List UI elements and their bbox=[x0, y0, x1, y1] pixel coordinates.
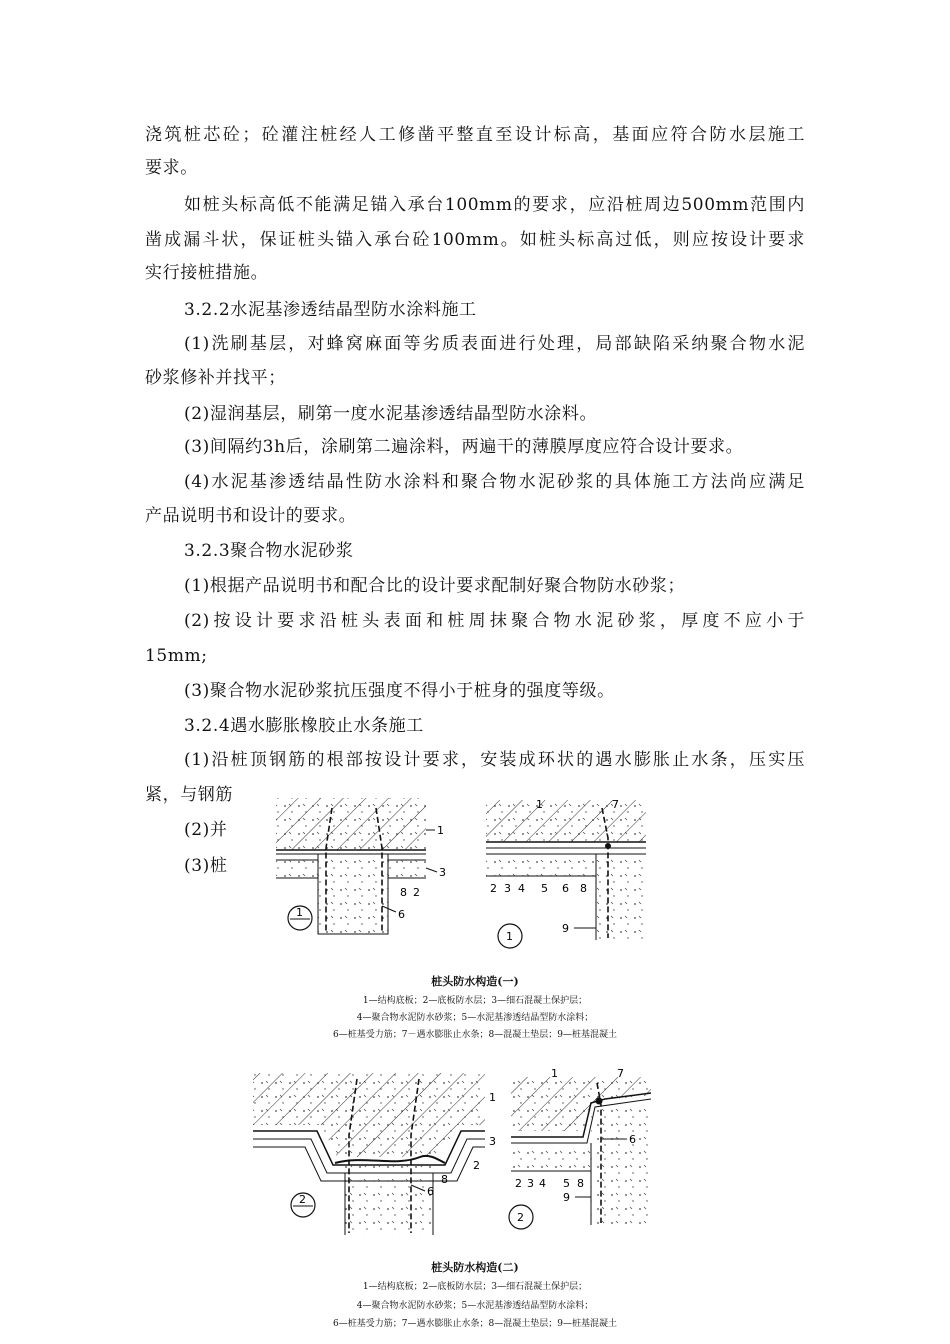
section-heading: 3.2.2水泥基渗透结晶型防水涂料施工 bbox=[184, 300, 477, 320]
callout-label: 1 bbox=[489, 1091, 496, 1104]
callout-label: 1 bbox=[551, 1067, 558, 1080]
callout-label: 3 bbox=[504, 882, 511, 895]
callout-label: 3 bbox=[489, 1135, 496, 1148]
paragraph-line: 实行接桩措施。 bbox=[145, 263, 269, 283]
callout-label: 2 bbox=[473, 1159, 480, 1172]
callout-label: 9 bbox=[563, 1191, 570, 1204]
figure-2-drawing bbox=[245, 1065, 665, 1245]
callout-label: 1 bbox=[437, 824, 444, 837]
paragraph-line: 产品说明书和设计的要求。 bbox=[145, 506, 357, 526]
callout-label: 2 bbox=[515, 1177, 522, 1190]
paragraph-line: 紧，与钢筋 bbox=[145, 785, 233, 805]
paragraph-line: (3)聚合物水泥砂浆抗压强度不得小于桩身的强度等级。 bbox=[184, 681, 615, 701]
callout-label: 4 bbox=[539, 1177, 546, 1190]
callout-label: 1 bbox=[296, 906, 303, 919]
figure-1-drawing bbox=[240, 788, 660, 958]
callout-label: 8 bbox=[580, 882, 587, 895]
callout-label: 2 bbox=[299, 1193, 306, 1206]
callout-label: 6 bbox=[629, 1133, 636, 1146]
figure-1-legend-line: 1—结构底板；2—底板防水层；3—细石混凝土保护层； bbox=[362, 996, 588, 1006]
paragraph-line: (1)根据产品说明书和配合比的设计要求配制好聚合物防水砂浆； bbox=[184, 576, 686, 596]
callout-label: 6 bbox=[562, 882, 569, 895]
paragraph-line: (3)桩 bbox=[184, 856, 228, 876]
figure-1-legend-line: 4—聚合物水泥防水砂浆；5—水泥基渗透结晶型防水涂料； bbox=[356, 1013, 594, 1023]
paragraph-line: 15mm; bbox=[145, 646, 208, 666]
paragraph-line: (1)洗刷基层，对蜂窝麻面等劣质表面进行处理，局部缺陷采纳聚合物水泥 bbox=[184, 334, 805, 354]
callout-label: 2 bbox=[413, 886, 420, 899]
callout-label: 7 bbox=[617, 1067, 624, 1080]
callout-label: 4 bbox=[518, 882, 525, 895]
paragraph-line: (2)湿润基层，刷第一度水泥基渗透结晶型防水涂料。 bbox=[184, 404, 598, 424]
figure-1-legend-line: 6—桩基受力筋；7－遇水膨胀止水条；8—混凝土垫层；9—桩基混凝土 bbox=[333, 1030, 617, 1040]
paragraph-line: 要求。 bbox=[145, 158, 198, 178]
callout-label: 8 bbox=[441, 1173, 448, 1186]
callout-label: 3 bbox=[527, 1177, 534, 1190]
paragraph-line: 如桩头标高低不能满足锚入承台100mm的要求，应沿桩周边500mm范围内 bbox=[184, 195, 805, 215]
figure-1-title: 桩头防水构造(一) bbox=[431, 975, 519, 988]
callout-label: 2 bbox=[490, 882, 497, 895]
callout-label: 9 bbox=[562, 922, 569, 935]
callout-label: 5 bbox=[541, 882, 548, 895]
callout-label: 8 bbox=[400, 886, 407, 899]
callout-label: 2 bbox=[517, 1211, 524, 1224]
callout-label: 6 bbox=[427, 1185, 434, 1198]
section-heading: 3.2.4遇水膨胀橡胶止水条施工 bbox=[184, 716, 424, 736]
paragraph-line: (2)按设计要求沿桩头表面和桩周抹聚合物水泥砂浆，厚度不应小于 bbox=[184, 611, 805, 631]
callout-label: 1 bbox=[506, 930, 513, 943]
paragraph-line: (1)沿桩顶钢筋的根部按设计要求，安装成环状的遇水膨胀止水条，压实压 bbox=[184, 750, 805, 770]
callout-label: 6 bbox=[398, 908, 405, 921]
figure-2-legend-line: 6—桩基受力筋；7—遇水膨胀止水条；8—混凝土垫层；9—桩基混凝土 bbox=[333, 1319, 617, 1329]
section-heading: 3.2.3聚合物水泥砂浆 bbox=[184, 541, 354, 561]
paragraph-line: 砂浆修补并找平； bbox=[145, 368, 286, 388]
callout-label: 3 bbox=[439, 866, 446, 879]
paragraph-line: 浇筑桩芯砼；砼灌注桩经人工修凿平整直至设计标高，基面应符合防水层施工 bbox=[145, 125, 805, 145]
figure-2-title: 桩头防水构造(二) bbox=[431, 1261, 519, 1274]
callout-label: 8 bbox=[577, 1177, 584, 1190]
paragraph-line: (3)间隔约3h后，涂刷第二遍涂料，两遍干的薄膜厚度应符合设计要求。 bbox=[184, 437, 744, 457]
figure-2-legend-line: 1—结构底板；2—底板防水层；3—细石混凝土保护层； bbox=[362, 1282, 588, 1292]
detail-b bbox=[486, 798, 646, 948]
callout-label: 1 bbox=[536, 798, 543, 811]
paragraph-line: (4)水泥基渗透结晶性防水涂料和聚合物水泥砂浆的具体施工方法尚应满足 bbox=[184, 472, 805, 492]
paragraph-line: 凿成漏斗状，保证桩头锚入承台砼100mm。如桩头标高过低，则应按设计要求 bbox=[145, 230, 805, 250]
callout-label: 7 bbox=[612, 798, 619, 811]
paragraph-line: (2)并 bbox=[184, 820, 228, 840]
callout-label: 5 bbox=[563, 1177, 570, 1190]
figure-2-legend-line: 4—聚合物水泥防水砂浆；5—水泥基渗透结晶型防水涂料； bbox=[356, 1301, 594, 1311]
